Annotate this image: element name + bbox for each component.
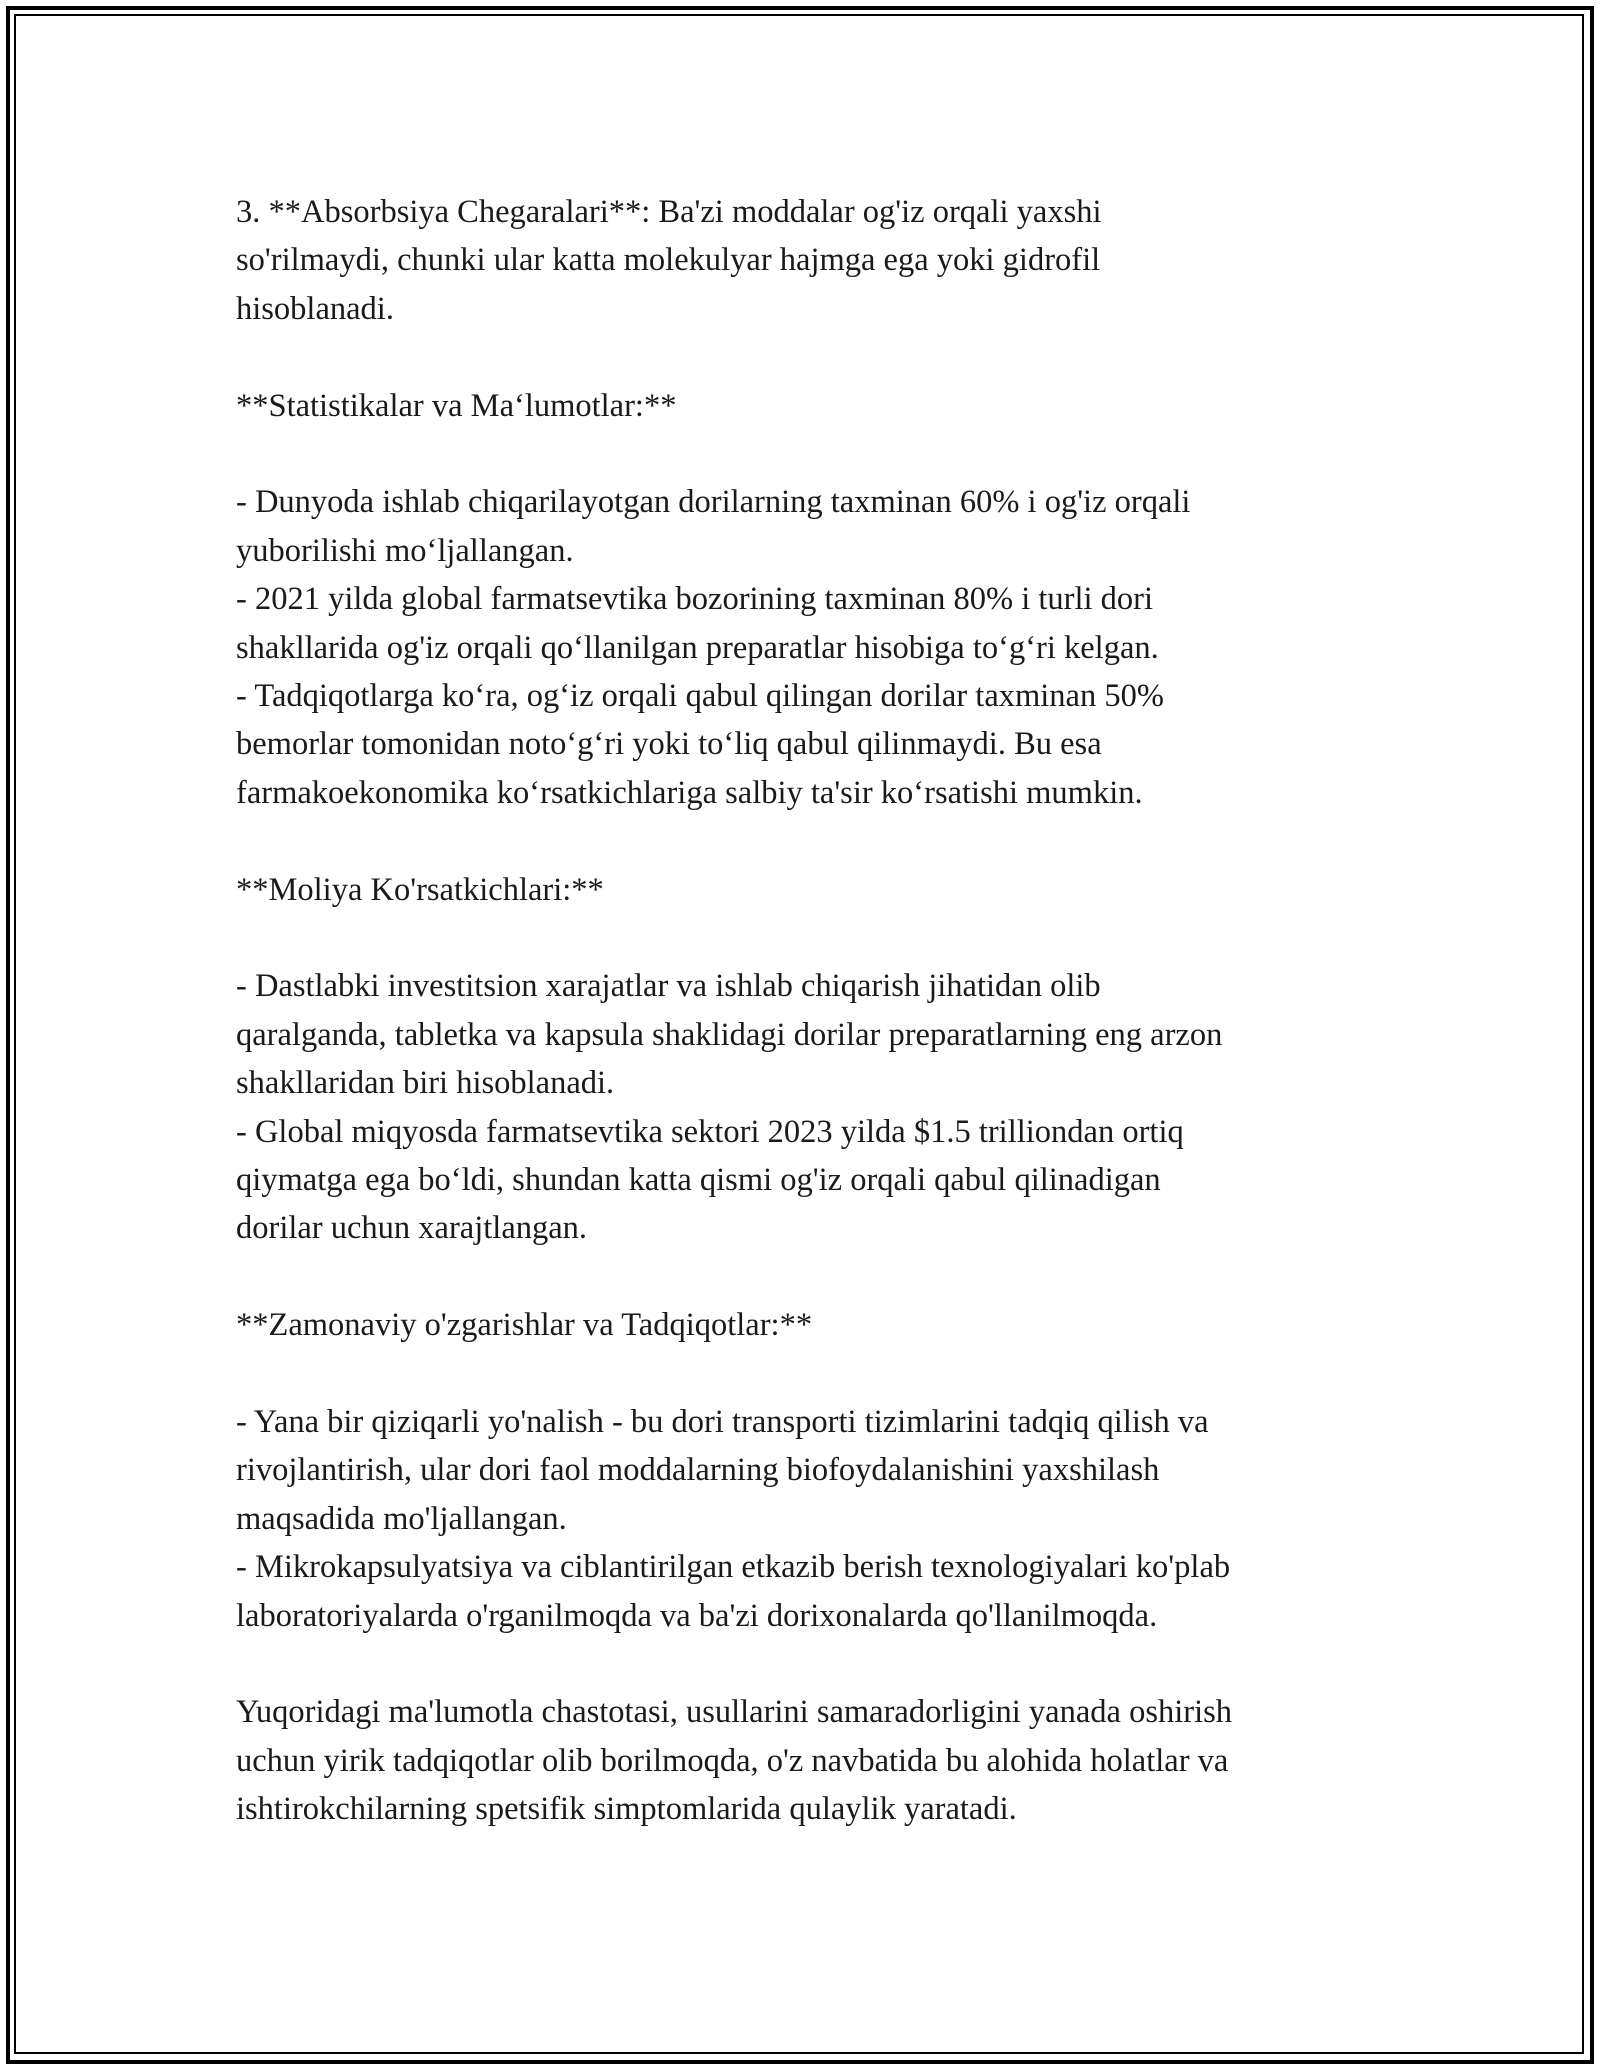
paragraph-spacer <box>236 1253 1386 1301</box>
paragraph-conclusion: Yuqoridagi ma'lumotla chastotasi, usullarini samaradorligini yanada oshirish uchun yirik tadqiqotlar olib borilmoqda, o'z navbatida bu alohida holatlar va ishtirokchilarning spetsifik simptomlarida qulaylik yaratadi. <box>236 1694 1232 1828</box>
heading-statistics: **Statistikalar va Ma‘lumotlar:** <box>236 387 677 424</box>
paragraph-spacer <box>236 1350 1386 1398</box>
heading-modern-changes: **Zamonaviy o'zgarishlar va Tadqiqotlar:** <box>236 1307 813 1344</box>
heading-finance: **Moliya Ko'rsatkichlari:** <box>236 871 604 908</box>
paragraph-spacer <box>236 1640 1386 1688</box>
paragraph-spacer <box>236 817 1386 865</box>
list-modern-changes: - Yana bir qiziqarli yo'nalish - bu dori transporti tizimlarini tadqiq qilish va rivojlantirish, ular dori faol moddalarning biofoydalanishini yaxshilash maqsadida mo'ljallangan. - Mikrokapsulyatsiya va ciblantirilgan etkazib berish texnologiyalari ko'plab laboratoriyalarda o'rganilmoqda va ba'zi dorixonalarda qo'llanilmoqda. <box>236 1404 1231 1634</box>
paragraph-spacer <box>236 430 1386 478</box>
paragraph-spacer <box>236 333 1386 381</box>
document-body <box>236 188 1386 1834</box>
list-finance: - Dastlabki investitsion xarajatlar va ishlab chiqarish jihatidan olib qaralganda, tabletka va kapsula shaklidagi dorilar preparatlarning eng arzon shakllaridan biri hisoblanadi. - Global miqyosda farmatsevtika sektori 2023 yilda $1.5 trilliondan ortiq qiymatga ega bo‘ldi, shundan katta qismi og'iz orqali qabul qilinadigan dorilar uchun xarajtlangan. <box>236 968 1223 1247</box>
paragraph-spacer <box>236 914 1386 962</box>
list-statistics: - Dunyoda ishlab chiqarilayotgan dorilarning taxminan 60% i og'iz orqali yuborilishi mo‘ljallangan. - 2021 yilda global farmatsevtika bozorining taxminan 80% i turli dori shakllarida og'iz orqali qo‘llanilgan preparatlar hisobiga to‘g‘ri kelgan. - Tadqiqotlarga ko‘ra, og‘iz orqali qabul qilingan dorilar taxminan 50% bemorlar tomonidan noto‘g‘ri yoki to‘liq qabul qilinmaydi. Bu esa farmakoekonomika ko‘rsatkichlariga salbiy ta'sir ko‘rsatishi mumkin. <box>236 484 1191 811</box>
paragraph-absorption-limits: 3. **Absorbsiya Chegaralari**: Ba'zi moddalar og'iz orqali yaxshi so'rilmaydi, chunki ular katta molekulyar hajmga ega yoki gidrofil hisoblanadi. <box>236 194 1102 327</box>
